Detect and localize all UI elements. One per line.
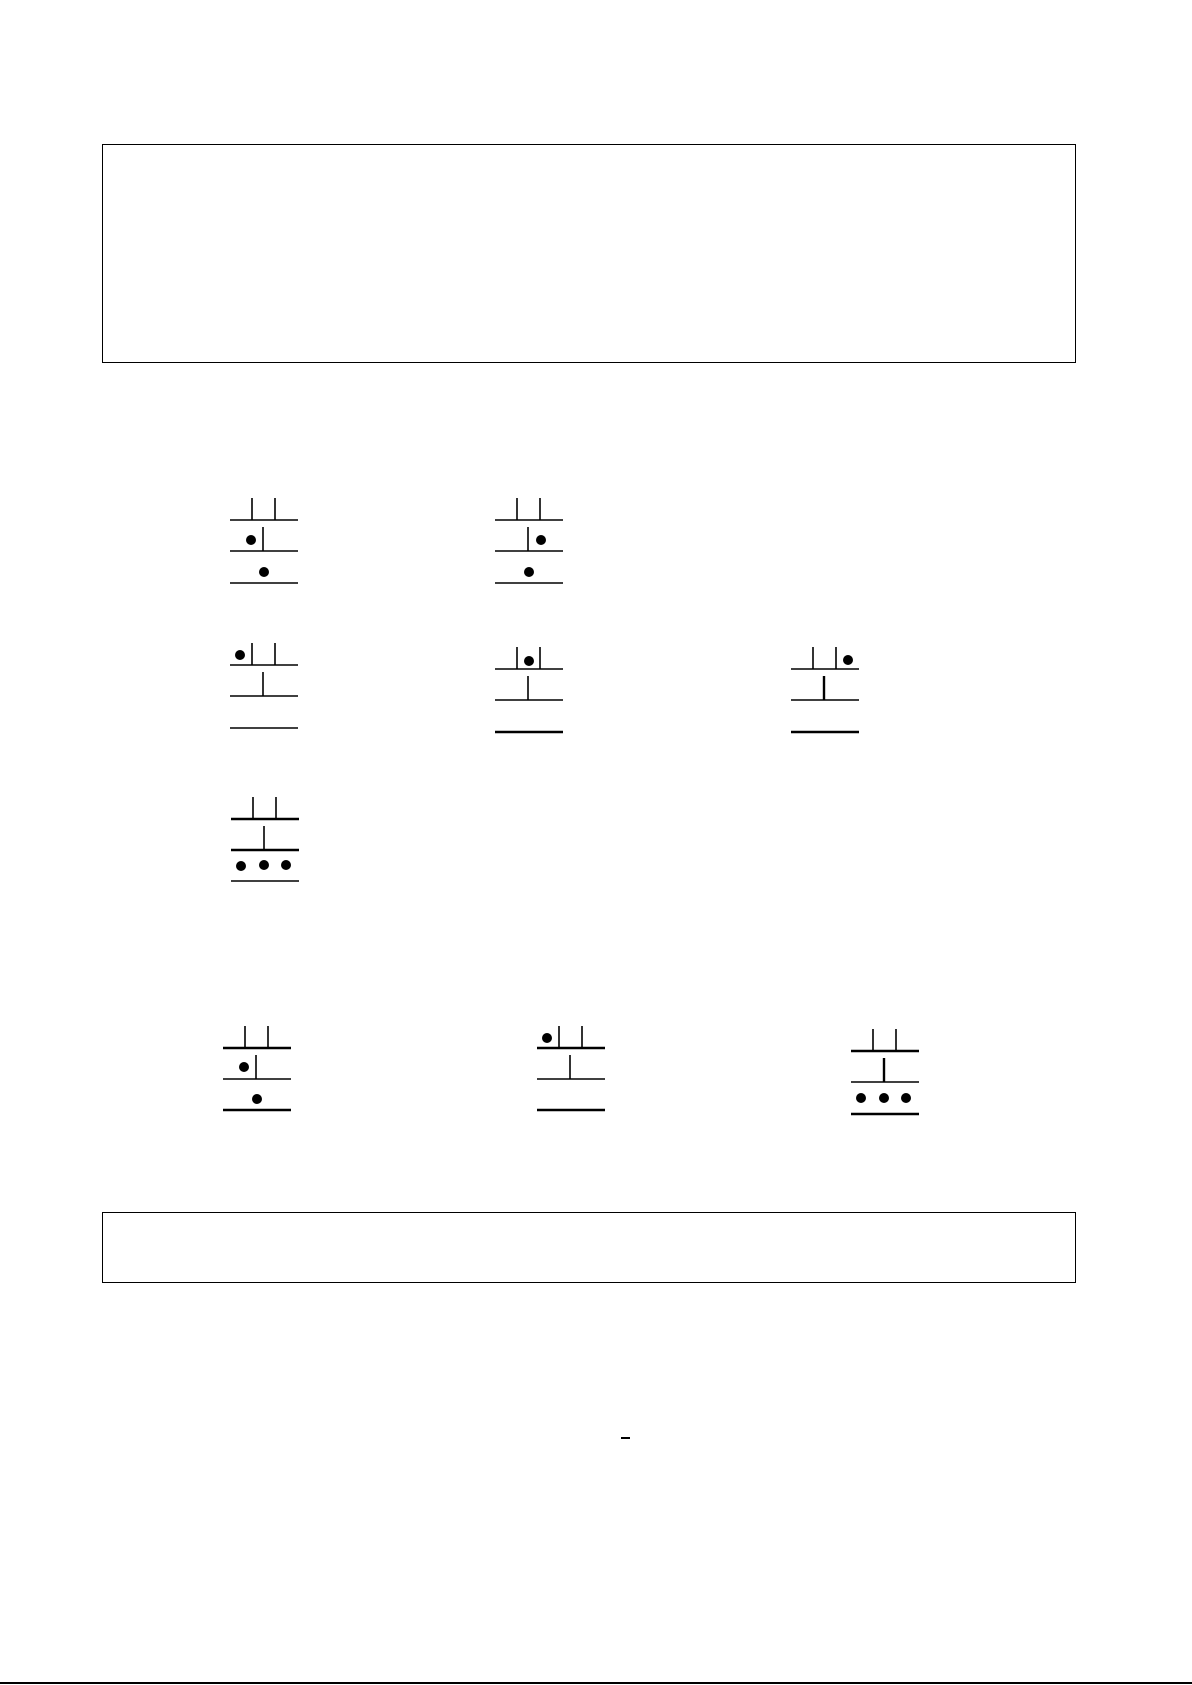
top-text-box [102,144,1076,363]
abacus-figure-9 [849,1025,921,1117]
abacus-figure-2 [493,494,565,586]
abacus-figure-8 [535,1022,607,1114]
bottom-text-box [102,1212,1076,1283]
footer-rule [0,1682,1192,1684]
abacus-figure-7 [221,1022,293,1114]
abacus-figure-3 [228,639,300,731]
abacus-figure-4 [493,643,565,735]
abacus-figure-5 [789,643,861,735]
dash-mark [621,1437,630,1439]
abacus-figure-6 [229,793,301,885]
abacus-figure-1 [228,494,300,586]
